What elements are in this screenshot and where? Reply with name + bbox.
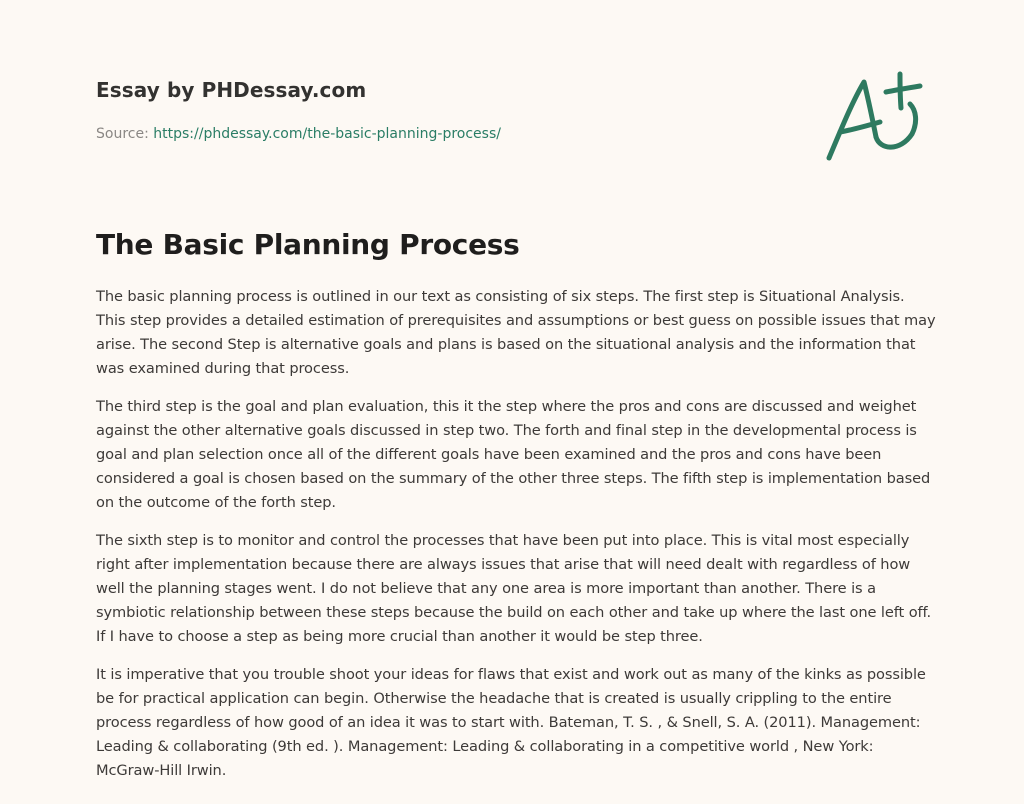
paragraph: The basic planning process is outlined in our text as consisting of six steps. The first step is Situational Analysis. This step provides a detailed estimation of prerequisites and assumptions or best guess on possible issues that may arise. The second Step is alternative goals and plans is based on the situational analysis and the information that was examined during that process. <box>96 288 936 377</box>
article-body <box>96 285 936 797</box>
brand-name: Essay by PHDessay.com <box>96 78 367 102</box>
paragraph: The third step is the goal and plan evaluation, this it the step where the pros and cons are discussed and weighet against the other alternative goals discussed in step two. The forth and final step in the developmental process is goal and plan selection once all of the different goals have been examined and the pros and cons have been considered a goal is chosen based on the summary of the other three steps. The fifth step is implementation based on the outcome of the forth step. <box>96 398 931 511</box>
source-label: Source: <box>96 126 149 142</box>
source-link[interactable]: https://phdessay.com/the-basic-planning-process/ <box>153 126 501 142</box>
source-line <box>96 124 796 144</box>
paragraph: The sixth step is to monitor and control the processes that have been put into place. This is vital most especially right after implementation because there are always issues that arise that will need dealt with regardless of how well the planning stages went. I do not believe that any one area is more important than another. There is a symbiotic relationship between these steps because the build on each other and take up where the last one left off. If I have to choose a step as being more crucial than another it would be step three. <box>96 532 932 645</box>
article-title: The Basic Planning Process <box>96 228 520 261</box>
a-plus-grade-icon <box>820 62 930 172</box>
page-header <box>96 76 796 144</box>
paragraph: It is imperative that you trouble shoot your ideas for flaws that exist and work out as many of the kinks as possible be for practical application can begin. Otherwise the headache that is created is usually crippling to the entire process regardless of how good of an idea it was to start with. Bateman, T. S. , & Snell, S. A. (2011). Management: Leading & collaborating (9th ed. ). Management: Leading & collaborating in a competitive world , New York: McGraw-Hill Irwin. <box>96 666 926 779</box>
